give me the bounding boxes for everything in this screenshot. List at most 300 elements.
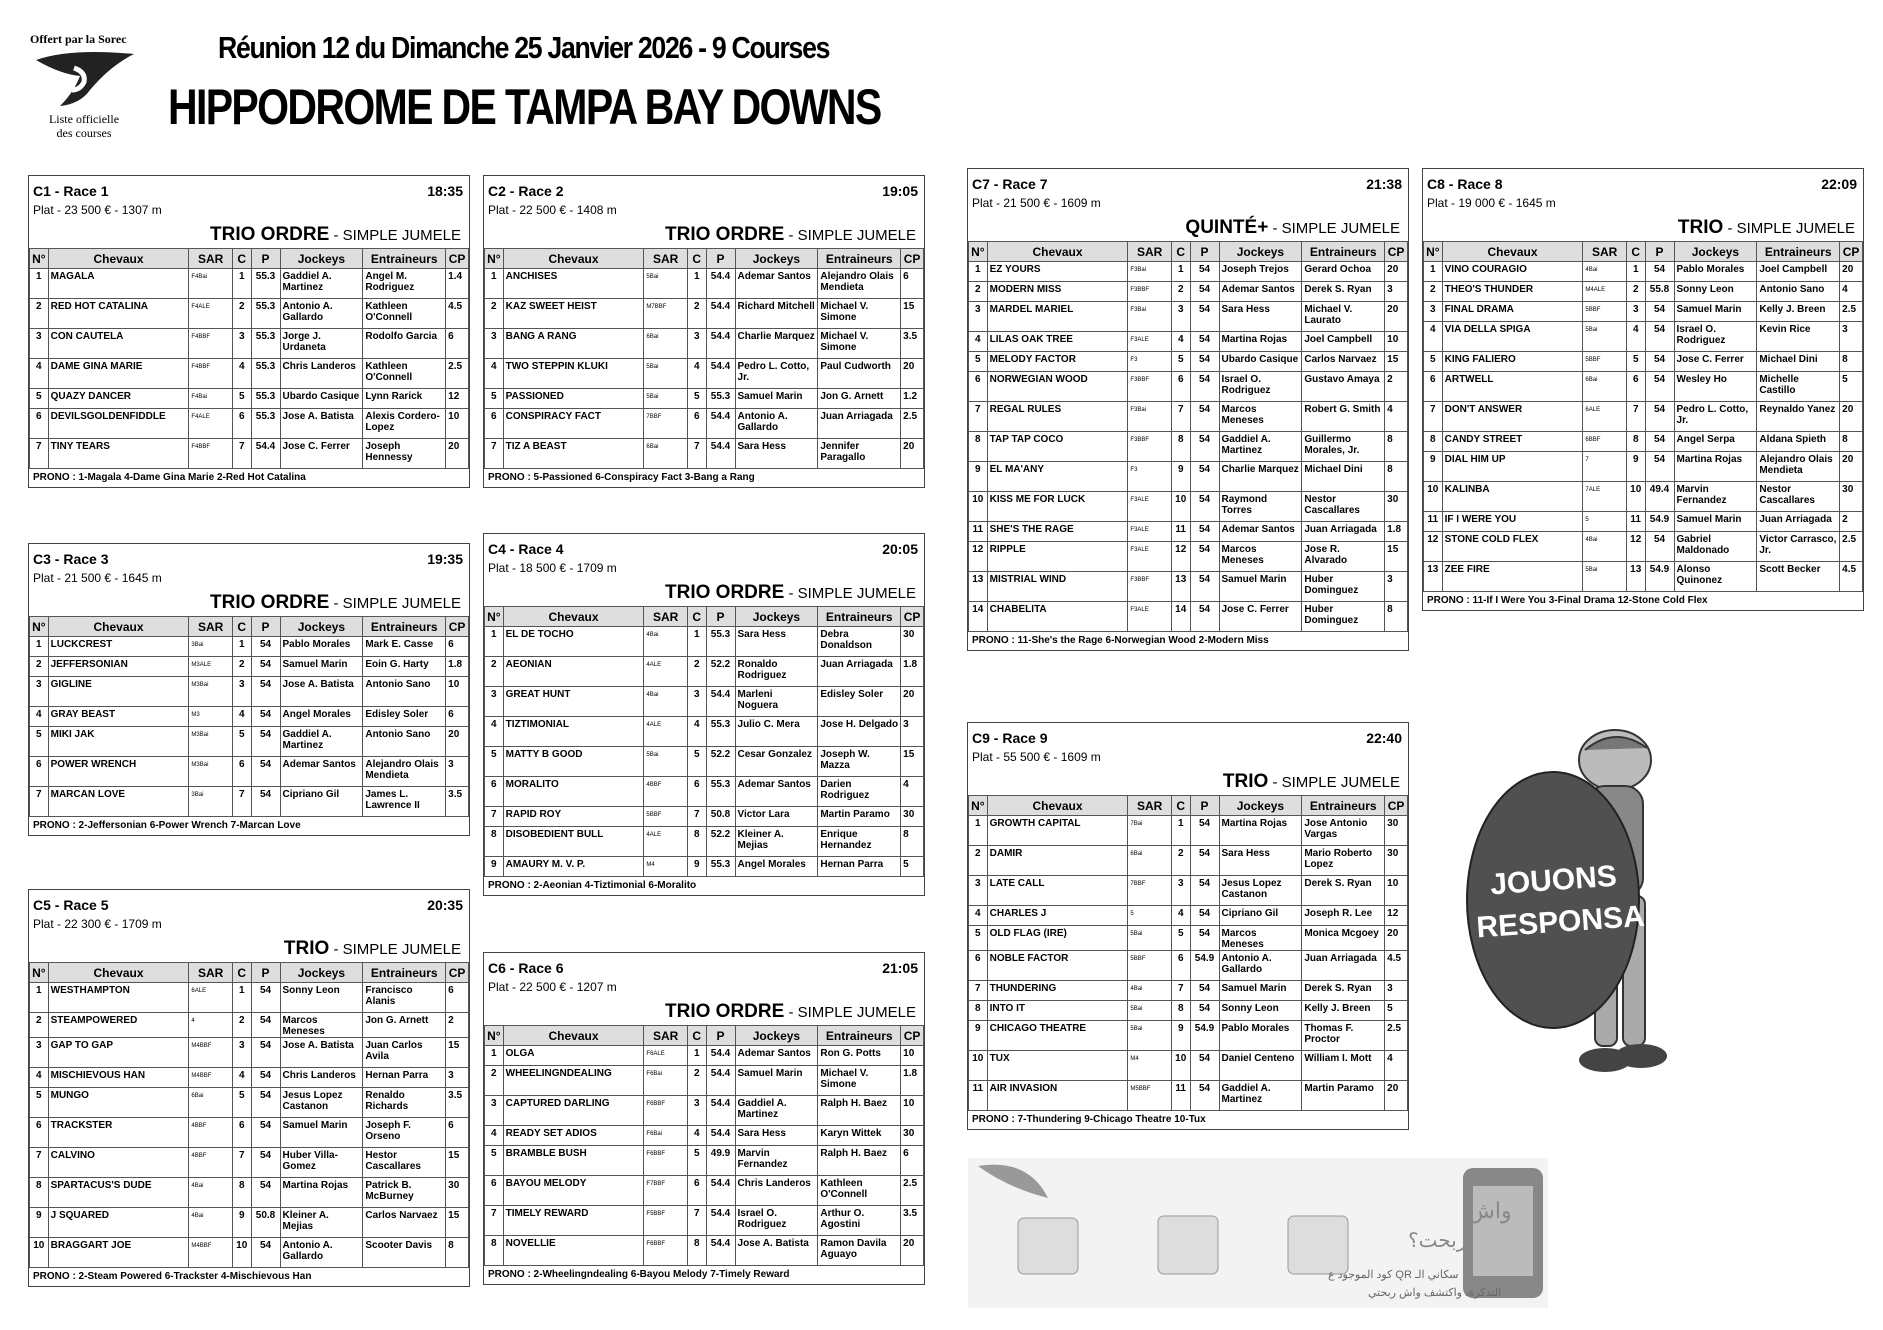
horse-sar: 5Bai [1128, 1021, 1171, 1051]
horse-corde: 3 [232, 1038, 251, 1068]
horse-poids: 54 [251, 983, 280, 1013]
horse-trainer: Michael Dini [1757, 352, 1840, 372]
horse-cote: 1.2 [901, 389, 924, 409]
horse-trainer: Angel M. Rodriguez [363, 269, 446, 299]
horse-jockey: Marcos Meneses [1219, 402, 1302, 432]
runner-number: 9 [30, 1208, 49, 1238]
horse-corde: 4 [232, 359, 251, 389]
horse-corde: 2 [232, 1013, 251, 1038]
horse-trainer: Alejandro Olais Mendieta [1757, 452, 1840, 482]
runner-number: 5 [30, 727, 49, 757]
horse-poids: 54.4 [706, 439, 735, 469]
horse-jockey: Chris Landeros [280, 359, 363, 389]
horse-sar: 5 [1583, 512, 1626, 532]
horse-name: AIR INVASION [987, 1081, 1128, 1111]
horse-cote: 3 [446, 757, 469, 787]
horse-cote: 4.5 [1840, 562, 1863, 592]
horse-sar: M4ALE [1583, 282, 1626, 302]
horse-trainer: Mark E. Casse [363, 637, 446, 657]
horse-sar: F4ALE [189, 299, 232, 329]
horse-cote: 15 [1385, 352, 1408, 372]
horse-trainer: Joseph R. Lee [1302, 906, 1385, 926]
horse-cote: 4 [1385, 402, 1408, 432]
table-row [1424, 482, 1863, 512]
horse-name: TUX [987, 1051, 1128, 1081]
runner-number: 1 [485, 627, 504, 657]
horse-poids: 54.4 [706, 1066, 735, 1096]
table-row [969, 302, 1408, 332]
table-row [485, 1236, 924, 1266]
horse-jockey: Charlie Marquez [735, 329, 818, 359]
race-prono: PRONO : 1-Magala 4-Dame Gina Marie 2-Red Hot Catalina [33, 472, 306, 483]
horse-trainer: Huber Dominguez [1302, 572, 1385, 602]
runners-table [968, 795, 1408, 1111]
horse-name: CHARLES J [987, 906, 1128, 926]
horse-poids: 54 [1190, 262, 1219, 282]
horse-poids: 54 [251, 1178, 280, 1208]
race-card-6 [483, 952, 925, 1285]
horse-jockey: Raymond Torres [1219, 492, 1302, 522]
horse-cote: 4 [901, 777, 924, 807]
runner-number: 9 [485, 857, 504, 877]
race-header [1423, 169, 1863, 195]
horse-cote: 8 [1385, 462, 1408, 492]
runner-number: 4 [485, 717, 504, 747]
race-info: Plat - 23 500 € - 1307 m [33, 203, 162, 217]
horse-trainer: Juan Arriagada [1302, 522, 1385, 542]
runner-number: 7 [485, 1206, 504, 1236]
horse-trainer: Joseph W. Mazza [818, 747, 901, 777]
bet-main: TRIO ORDRE [665, 1001, 785, 1022]
col-header-sar: SAR [1128, 796, 1171, 816]
runner-number: 8 [1424, 432, 1443, 452]
runner-number: 14 [969, 602, 988, 632]
horse-trainer: Kevin Rice [1757, 322, 1840, 352]
table-row [485, 747, 924, 777]
table-row [969, 282, 1408, 302]
horse-poids: 49.9 [706, 1146, 735, 1176]
table-row [969, 462, 1408, 492]
horse-cote: 6 [446, 1118, 469, 1148]
horse-sar: M3ALE [189, 657, 232, 677]
race-card-3 [28, 543, 470, 836]
horse-cote: 1.8 [446, 657, 469, 677]
table-row [969, 1021, 1408, 1051]
runner-number: 4 [485, 359, 504, 389]
horse-jockey: Charlie Marquez [1219, 462, 1302, 492]
horse-name: VINO COURAGIO [1442, 262, 1583, 282]
horse-trainer: Alejandro Olais Mendieta [363, 757, 446, 787]
runner-number: 3 [30, 1038, 49, 1068]
horse-jockey: Gaddiel A. Martinez [280, 727, 363, 757]
bet-type [484, 224, 924, 248]
bet-type [29, 592, 469, 616]
horse-cote: 3 [1385, 572, 1408, 602]
horse-cote: 2.5 [1840, 532, 1863, 562]
horse-name: CON CAUTELA [48, 329, 189, 359]
horse-poids: 55.3 [251, 329, 280, 359]
bet-suffix: - SIMPLE JUMELE [1268, 774, 1400, 791]
horse-sar: M4 [644, 857, 687, 877]
col-header-p: P [251, 617, 280, 637]
horse-corde: 11 [1626, 512, 1645, 532]
horse-name: PASSIONED [503, 389, 644, 409]
horse-trainer: Hernan Parra [818, 857, 901, 877]
horse-jockey: Samuel Marin [1674, 512, 1757, 532]
col-header-sar: SAR [189, 963, 232, 983]
runners-table [968, 241, 1408, 632]
table-row [485, 269, 924, 299]
horse-corde: 6 [232, 757, 251, 787]
race-label: C9 - Race 9 [972, 730, 1048, 746]
table-row [485, 1176, 924, 1206]
bet-main: TRIO ORDRE [665, 582, 785, 603]
horse-corde: 6 [687, 777, 706, 807]
horse-name: QUAZY DANCER [48, 389, 189, 409]
runner-number: 1 [1424, 262, 1443, 282]
horse-corde: 13 [1626, 562, 1645, 592]
bet-type [1423, 217, 1863, 241]
horse-jockey: Daniel Centeno [1219, 1051, 1302, 1081]
horse-poids: 54 [251, 757, 280, 787]
horse-cote: 20 [1840, 262, 1863, 282]
horse-trainer: Edisley Soler [818, 687, 901, 717]
horse-corde: 7 [687, 1206, 706, 1236]
table-row [1424, 532, 1863, 562]
horse-trainer: Enrique Hernandez [818, 827, 901, 857]
horse-sar: 6ALE [189, 983, 232, 1013]
horse-trainer: Alexis Cordero-Lopez [363, 409, 446, 439]
table-row [969, 542, 1408, 572]
horse-poids: 54 [1190, 1001, 1219, 1021]
horse-poids: 54 [251, 727, 280, 757]
col-header-entraineurs: Entraineurs [818, 249, 901, 269]
horse-jockey: Sara Hess [735, 1126, 818, 1146]
horse-sar: 5Bai [1128, 926, 1171, 951]
horse-name: LUCKCREST [48, 637, 189, 657]
horse-name: RIPPLE [987, 542, 1128, 572]
horse-trainer: Francisco Alanis [363, 983, 446, 1013]
horse-name: TRACKSTER [48, 1118, 189, 1148]
runners-table [484, 606, 924, 877]
horse-cote: 20 [446, 439, 469, 469]
horse-cote: 1.8 [901, 1066, 924, 1096]
horse-jockey: Jesus Lopez Castanon [1219, 876, 1302, 906]
col-header-p: P [706, 249, 735, 269]
horse-sar: 5BBF [1128, 951, 1171, 981]
bet-main: TRIO [283, 938, 330, 959]
table-row [30, 983, 469, 1013]
horse-poids: 50.8 [251, 1208, 280, 1238]
horse-trainer: Kathleen O'Connell [818, 1176, 901, 1206]
horse-name: CALVINO [48, 1148, 189, 1178]
horse-cote: 6 [446, 637, 469, 657]
race-label: C8 - Race 8 [1427, 176, 1503, 192]
horse-jockey: Angel Serpa [1674, 432, 1757, 452]
promo-text-1: واش [1468, 1198, 1512, 1223]
table-row [30, 269, 469, 299]
horse-poids: 54 [1645, 352, 1674, 372]
logo-mark-icon [30, 46, 142, 112]
horse-jockey: Gaddiel A. Martinez [280, 269, 363, 299]
table-row [30, 1088, 469, 1118]
horse-poids: 54 [1645, 322, 1674, 352]
horse-cote: 15 [901, 299, 924, 329]
horse-cote: 20 [1840, 452, 1863, 482]
horse-name: J SQUARED [48, 1208, 189, 1238]
horse-name: WESTHAMPTON [48, 983, 189, 1013]
horse-name: TIZTIMONIAL [503, 717, 644, 747]
table-row [969, 816, 1408, 846]
horse-name: KALINBA [1442, 482, 1583, 512]
horse-poids: 54 [1645, 262, 1674, 282]
horse-poids: 54.4 [706, 1176, 735, 1206]
table-row [30, 1238, 469, 1268]
horse-trainer: Ramon Davila Aguayo [818, 1236, 901, 1266]
horse-sar: F4BBF [189, 329, 232, 359]
horse-jockey: Ronaldo Rodriguez [735, 657, 818, 687]
col-header-chevaux: Chevaux [48, 249, 189, 269]
race-info: Plat - 19 000 € - 1645 m [1427, 196, 1556, 210]
horse-poids: 54.4 [706, 269, 735, 299]
table-row [1424, 452, 1863, 482]
horse-jockey: Marcos Meneses [1219, 926, 1302, 951]
horse-name: MUNGO [48, 1088, 189, 1118]
horse-cote: 30 [901, 1126, 924, 1146]
horse-trainer: Paul Cudworth [818, 359, 901, 389]
horse-cote: 20 [1385, 262, 1408, 282]
col-header-cp: CP [1385, 796, 1408, 816]
horse-jockey: Martina Rojas [280, 1178, 363, 1208]
runner-number: 11 [969, 522, 988, 542]
horse-name: OLGA [503, 1046, 644, 1066]
horse-trainer: Aldana Spieth [1757, 432, 1840, 452]
horse-trainer: Jennifer Paragallo [818, 439, 901, 469]
horse-sar: F3BBF [1128, 432, 1171, 462]
col-header-c: C [232, 963, 251, 983]
horse-trainer: Gerard Ochoa [1302, 262, 1385, 282]
horse-sar: F3ALE [1128, 542, 1171, 572]
bet-type [484, 1001, 924, 1025]
horse-corde: 1 [232, 269, 251, 299]
horse-sar: M4BBF [189, 1038, 232, 1068]
horse-jockey: Samuel Marin [280, 1118, 363, 1148]
race-prono: PRONO : 2-Steam Powered 6-Trackster 4-Mischievous Han [33, 1271, 312, 1282]
runner-number: 4 [30, 1068, 49, 1088]
horse-corde: 4 [232, 707, 251, 727]
horse-sar: 6Bai [1128, 846, 1171, 876]
runner-number: 5 [485, 389, 504, 409]
horse-sar: 4 [189, 1013, 232, 1038]
horse-corde: 3 [687, 329, 706, 359]
horse-trainer: Juan Arriagada [1302, 951, 1385, 981]
horse-poids: 54.4 [706, 329, 735, 359]
runner-number: 1 [485, 1046, 504, 1066]
horse-cote: 30 [1385, 846, 1408, 876]
table-row [30, 757, 469, 787]
runner-number: 13 [1424, 562, 1443, 592]
horse-poids: 54.4 [706, 1046, 735, 1066]
bet-type [29, 224, 469, 248]
horse-trainer: Derek S. Ryan [1302, 282, 1385, 302]
horse-poids: 55.3 [251, 409, 280, 439]
horse-jockey: Jose A. Batista [280, 677, 363, 707]
horse-cote: 3.5 [901, 1206, 924, 1236]
col-header-n: N° [30, 617, 49, 637]
horse-poids: 54.4 [706, 1206, 735, 1236]
horse-sar: 7ALE [1583, 482, 1626, 512]
horse-cote: 4.5 [446, 299, 469, 329]
table-row [30, 787, 469, 817]
horse-corde: 5 [232, 1088, 251, 1118]
runner-number: 3 [969, 302, 988, 332]
horse-cote: 10 [446, 409, 469, 439]
horse-cote: 6 [446, 707, 469, 727]
horse-corde: 1 [1171, 816, 1190, 846]
horse-poids: 54 [1190, 906, 1219, 926]
col-header-cp: CP [446, 963, 469, 983]
horse-corde: 2 [1171, 282, 1190, 302]
col-header-sar: SAR [189, 249, 232, 269]
horse-sar: 4ALE [644, 827, 687, 857]
runner-number: 8 [30, 1178, 49, 1208]
runner-number: 3 [485, 687, 504, 717]
horse-trainer: Antonio Sano [363, 677, 446, 707]
horse-jockey: Israel O. Rodriguez [735, 1206, 818, 1236]
race-card-2 [483, 175, 925, 488]
horse-trainer: Ralph H. Baez [818, 1146, 901, 1176]
col-header-cp: CP [901, 1026, 924, 1046]
col-header-entraineurs: Entraineurs [818, 1026, 901, 1046]
horse-cote: 1.4 [446, 269, 469, 299]
horse-corde: 2 [687, 1066, 706, 1096]
horse-name: DON'T ANSWER [1442, 402, 1583, 432]
table-row [969, 372, 1408, 402]
runner-number: 4 [485, 1126, 504, 1146]
runner-number: 1 [969, 262, 988, 282]
horse-poids: 54 [251, 657, 280, 677]
horse-poids: 54 [1190, 372, 1219, 402]
horse-sar: F3BBF [1128, 372, 1171, 402]
table-row [30, 329, 469, 359]
horse-poids: 54 [1190, 282, 1219, 302]
horse-name: EL DE TOCHO [503, 627, 644, 657]
horse-name: DAME GINA MARIE [48, 359, 189, 389]
horse-name: JEFFERSONIAN [48, 657, 189, 677]
horse-sar: 4Bai [1583, 262, 1626, 282]
horse-jockey: Jose C. Ferrer [1674, 352, 1757, 372]
col-header-cp: CP [446, 249, 469, 269]
horse-trainer: Renaldo Richards [363, 1088, 446, 1118]
horse-cote: 4 [1385, 1051, 1408, 1081]
horse-cote: 5 [1840, 372, 1863, 402]
runner-number: 2 [30, 1013, 49, 1038]
horse-name: STEAMPOWERED [48, 1013, 189, 1038]
horse-corde: 1 [1626, 262, 1645, 282]
horse-cote: 20 [901, 359, 924, 389]
horse-corde: 5 [1171, 926, 1190, 951]
horse-cote: 3.5 [446, 787, 469, 817]
table-row [969, 522, 1408, 542]
table-row [485, 389, 924, 409]
runner-number: 3 [969, 876, 988, 906]
horse-name: CHABELITA [987, 602, 1128, 632]
col-header-sar: SAR [644, 1026, 687, 1046]
horse-trainer: Patrick B. McBurney [363, 1178, 446, 1208]
col-header-chevaux: Chevaux [503, 1026, 644, 1046]
horse-poids: 54 [1645, 372, 1674, 402]
col-header-jockeys: Jockeys [1674, 242, 1757, 262]
horse-corde: 7 [687, 807, 706, 827]
horse-name: READY SET ADIOS [503, 1126, 644, 1146]
col-header-n: N° [485, 607, 504, 627]
horse-name: MARCAN LOVE [48, 787, 189, 817]
runner-number: 4 [30, 707, 49, 727]
table-row [969, 846, 1408, 876]
horse-poids: 54 [1645, 402, 1674, 432]
horse-corde: 9 [1171, 1021, 1190, 1051]
horse-poids: 55.3 [251, 359, 280, 389]
horse-jockey: Pedro L. Cotto, Jr. [735, 359, 818, 389]
horse-sar: F6Bai [644, 1126, 687, 1146]
horse-cote: 20 [901, 439, 924, 469]
runner-number: 6 [485, 1176, 504, 1206]
runner-number: 10 [1424, 482, 1443, 512]
horse-cote: 1.8 [901, 657, 924, 687]
horse-jockey: Gabriel Maldonado [1674, 532, 1757, 562]
horse-trainer: Joseph Hennessy [363, 439, 446, 469]
table-row [485, 717, 924, 747]
horse-cote: 20 [1385, 1081, 1408, 1111]
horse-jockey: Jose A. Batista [735, 1236, 818, 1266]
horse-cote: 8 [1385, 432, 1408, 462]
horse-name: KISS ME FOR LUCK [987, 492, 1128, 522]
horse-sar: 3Bai [189, 787, 232, 817]
horse-poids: 55.3 [706, 717, 735, 747]
horse-corde: 3 [232, 677, 251, 707]
horse-trainer: Juan Arriagada [818, 657, 901, 687]
bet-type [968, 771, 1408, 795]
col-header-n: N° [1424, 242, 1443, 262]
horse-cote: 3 [1840, 322, 1863, 352]
horse-sar: M4 [1128, 1051, 1171, 1081]
horse-sar: M3Bai [189, 677, 232, 707]
runner-number: 9 [969, 1021, 988, 1051]
horse-trainer: Huber Dominguez [1302, 602, 1385, 632]
horse-jockey: Ubardo Casique [280, 389, 363, 409]
col-header-c: C [232, 617, 251, 637]
runner-number: 3 [485, 329, 504, 359]
col-header-n: N° [969, 242, 988, 262]
col-header-chevaux: Chevaux [987, 242, 1128, 262]
runner-number: 8 [485, 1236, 504, 1266]
horse-jockey: Cesar Gonzalez [735, 747, 818, 777]
horse-poids: 54.4 [706, 687, 735, 717]
horse-trainer: Martin Paramo [1302, 1081, 1385, 1111]
table-row [30, 1148, 469, 1178]
horse-poids: 55.3 [251, 269, 280, 299]
runner-number: 4 [30, 359, 49, 389]
horse-cote: 10 [901, 1046, 924, 1066]
horse-corde: 4 [687, 717, 706, 747]
table-row [485, 657, 924, 687]
col-header-chevaux: Chevaux [48, 617, 189, 637]
runners-table [29, 616, 469, 817]
table-row [30, 637, 469, 657]
table-row [969, 492, 1408, 522]
horse-corde: 1 [1171, 262, 1190, 282]
horse-poids: 55.3 [251, 299, 280, 329]
